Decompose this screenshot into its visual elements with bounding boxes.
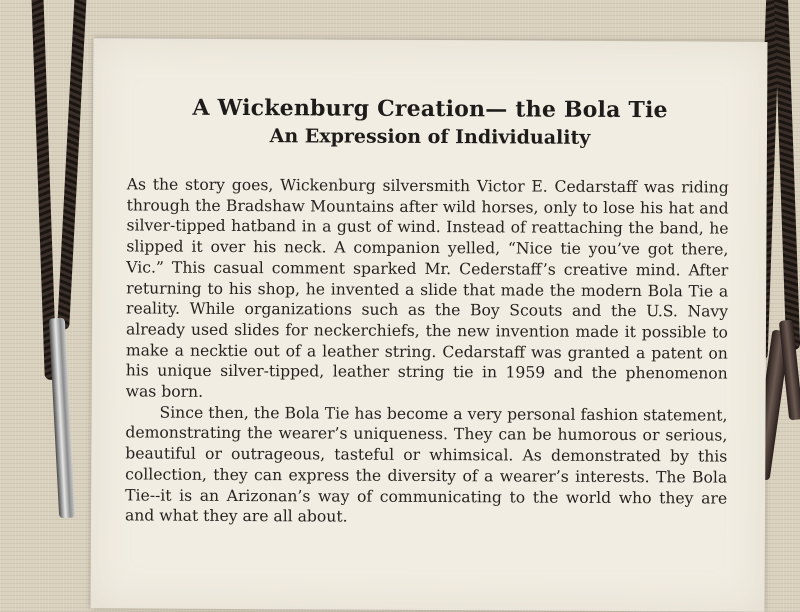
placard-paragraph-1: As the story goes, Wickenburg silversmith Victor E. Cedarstaff was riding through the Bradshaw Mountains after wild horses, only to lose his hat and silver-tipped hatband in a gust of wind. Instead of reattaching the band, he slipped it over his neck. A companion yelled, “Nice tie you’ve got there, Vic.” This casual comment sparked Mr. Cederstaff’s creative mind. After returning to his shop, he invented a slide that made the modern Bola Tie a reality. While organizations such as the Boy Scouts and the U.S. Navy already used slides for neckerchiefs, the new invention made it possible to make a necktie out of a leather string. Cedarstaff was granted a patent on his unique silver-tipped, leather string tie in 1959 and the phenomenon was born. [125,175,729,401]
braided-cord-right-outer [774,0,800,350]
placard-subtitle: An Expression of Individuality [269,125,591,149]
silver-tip-left [49,318,75,519]
braided-cord-left-inner [57,0,87,330]
exhibit-placard [91,38,768,612]
placard-body [125,174,729,529]
placard-title: A Wickenburg Creation— the Bola Tie [192,94,668,124]
placard-paragraph-2: Since then, the Bola Tie has become a very personal fashion statement, demonstrating the wearer’s uniqueness. They can be humorous or serious, beautiful or outrageous, tasteful or whimsical. As demonstrated by this collection, they can express the diversity of a wearer’s interests. The Bola Tie--it is an Arizonan’s way of communicating to the world who they are and what they are all about. [124,403,728,526]
